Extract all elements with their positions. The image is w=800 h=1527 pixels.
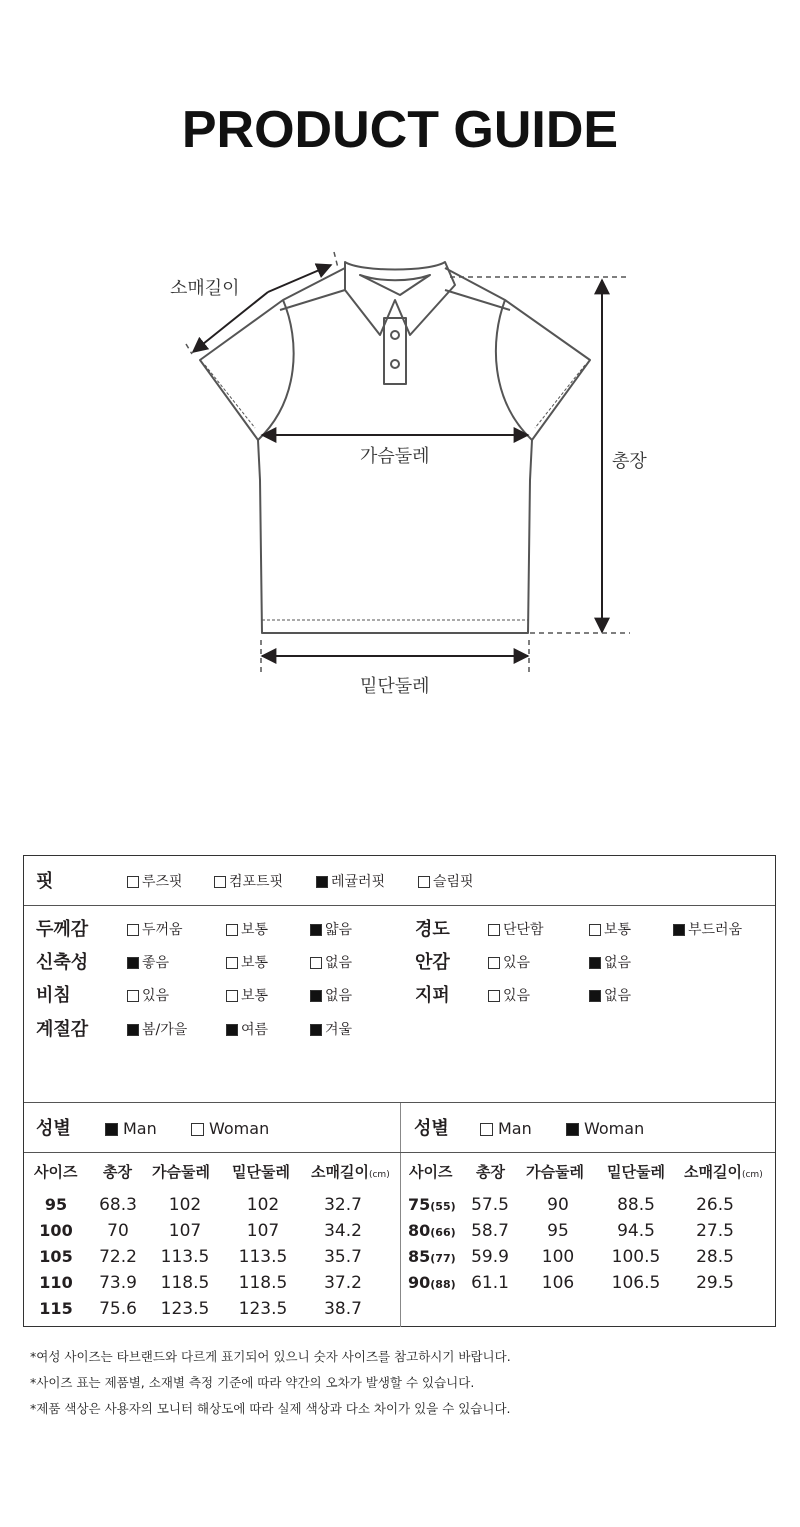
men-column-header: 사이즈	[34, 1163, 78, 1181]
gender-option-label: Woman	[584, 1119, 645, 1138]
men-size-cell: 123.5	[238, 1299, 288, 1319]
unchecked-box-icon	[589, 924, 601, 936]
notes	[30, 1347, 511, 1425]
fit-option	[214, 872, 283, 892]
men-size-cell: 115	[39, 1299, 73, 1318]
option-label: 봄/가을	[142, 1022, 188, 1038]
option-label: 슬림핏	[433, 874, 474, 890]
men-size-cell: 70	[107, 1221, 129, 1241]
attribute-option	[127, 986, 169, 1006]
option-label: 부드러움	[688, 922, 743, 938]
note-2: *사이즈 표는 제품별, 소재별 측정 기준에 따라 약간의 오차가 발생할 수 있습니다.	[30, 1375, 475, 1390]
women-column-header: 총장	[476, 1163, 505, 1181]
women-size-cell: 106	[541, 1273, 575, 1293]
unchecked-box-icon	[127, 876, 139, 888]
option-label: 보통	[241, 988, 269, 1004]
option-label: 루즈핏	[142, 874, 183, 890]
women-column-header: 소매길이(cm)	[684, 1163, 763, 1181]
option-label: 있음	[142, 988, 170, 1004]
attribute-option	[589, 920, 631, 940]
attribute-option	[310, 920, 352, 940]
option-label: 좋음	[142, 955, 170, 971]
men-column-header: 총장	[103, 1163, 132, 1181]
men-size-cell: 32.7	[324, 1195, 362, 1215]
women-size-alt: (55)	[430, 1200, 456, 1213]
attribute-option	[226, 920, 268, 940]
checked-box-icon	[316, 876, 328, 888]
fit-option	[127, 872, 183, 892]
women-size-cell: 106.5	[611, 1273, 661, 1293]
men-size-cell: 95	[44, 1195, 68, 1214]
attribute-option	[488, 986, 530, 1006]
women-size-cell: 100	[541, 1247, 575, 1267]
unchecked-box-icon	[226, 924, 238, 936]
men-column-header: 가슴둘레	[152, 1163, 210, 1181]
unchecked-box-icon	[226, 990, 238, 1002]
unchecked-box-icon	[480, 1123, 493, 1136]
men-size-cell: 73.9	[99, 1273, 137, 1293]
attribute-option	[127, 1020, 187, 1040]
unit-label: (cm)	[368, 1170, 390, 1180]
gender-option	[566, 1119, 644, 1139]
checked-box-icon	[566, 1123, 579, 1136]
option-label: 없음	[604, 955, 632, 971]
attribute-label: 지퍼	[415, 985, 450, 1006]
product-info-table	[23, 855, 776, 1327]
attribute-option	[310, 1020, 352, 1040]
attribute-option	[488, 953, 530, 973]
checked-box-icon	[226, 1024, 238, 1036]
men-gender-label: 성별	[36, 1118, 71, 1139]
collar	[345, 262, 455, 335]
women-size-cell: 100.5	[611, 1247, 661, 1267]
women-column-header: 가슴둘레	[526, 1163, 584, 1181]
unchecked-box-icon	[488, 957, 500, 969]
unchecked-box-icon	[191, 1123, 204, 1136]
men-column-header: 소매길이(cm)	[311, 1163, 390, 1181]
women-size-alt: (66)	[430, 1226, 456, 1239]
women-column-header: 사이즈	[409, 1163, 453, 1181]
women-size-cell: 26.5	[696, 1195, 734, 1215]
option-label: 있음	[503, 955, 531, 971]
women-size-cell: 94.5	[617, 1221, 655, 1241]
women-column-header: 밑단둘레	[607, 1163, 665, 1181]
men-size-cell: 34.2	[324, 1221, 362, 1241]
women-size-cell: 75(55)	[408, 1195, 456, 1214]
option-label: 컴포트핏	[229, 874, 284, 890]
option-label: 없음	[325, 955, 353, 971]
chest-label: 가슴둘레	[360, 446, 430, 467]
women-gender-label: 성별	[414, 1118, 449, 1139]
page-title: PRODUCT GUIDE	[181, 101, 619, 159]
men-size-cell: 102	[246, 1195, 280, 1215]
attribute-option	[127, 920, 183, 940]
women-size-cell: 61.1	[471, 1273, 509, 1293]
unchecked-box-icon	[418, 876, 430, 888]
women-size-cell: 57.5	[471, 1195, 509, 1215]
attribute-option	[310, 986, 352, 1006]
fit-label: 핏	[36, 871, 54, 892]
women-size-cell: 58.7	[471, 1221, 509, 1241]
women-size-cell: 59.9	[471, 1247, 509, 1267]
women-size-cell: 88.5	[617, 1195, 655, 1215]
women-size-cell: 80(66)	[408, 1221, 456, 1240]
checked-box-icon	[105, 1123, 118, 1136]
attribute-label: 경도	[415, 919, 450, 940]
men-size-cell: 113.5	[238, 1247, 288, 1267]
note-3: *제품 색상은 사용자의 모니터 해상도에 따라 실제 색상과 다소 차이가 있을 수 있습니다.	[30, 1401, 511, 1416]
option-label: 겨울	[325, 1022, 353, 1038]
attribute-option	[589, 953, 631, 973]
checked-box-icon	[673, 924, 685, 936]
checked-box-icon	[589, 990, 601, 1002]
men-size-cell: 35.7	[324, 1247, 362, 1267]
women-size-cell: 90	[547, 1195, 569, 1215]
men-size-cell: 113.5	[160, 1247, 210, 1267]
attribute-option	[226, 1020, 268, 1040]
men-size-cell: 110	[39, 1273, 73, 1292]
men-size-cell: 123.5	[160, 1299, 210, 1319]
men-column-header: 밑단둘레	[232, 1163, 290, 1181]
women-size-cell: 28.5	[696, 1247, 734, 1267]
option-label: 두꺼움	[142, 922, 183, 938]
gender-option	[105, 1119, 157, 1139]
men-size-cell: 107	[246, 1221, 280, 1241]
option-label: 보통	[241, 922, 269, 938]
unchecked-box-icon	[127, 990, 139, 1002]
men-size-cell: 100	[39, 1221, 73, 1240]
option-label: 없음	[604, 988, 632, 1004]
option-label: 보통	[604, 922, 632, 938]
unchecked-box-icon	[488, 990, 500, 1002]
women-size-cell: 85(77)	[408, 1247, 456, 1266]
fit-option	[418, 872, 474, 892]
unchecked-box-icon	[226, 957, 238, 969]
men-size-cell: 37.2	[324, 1273, 362, 1293]
checked-box-icon	[127, 957, 139, 969]
attribute-label: 비침	[36, 985, 71, 1006]
shirt-diagram	[0, 230, 800, 710]
women-size-cell: 29.5	[696, 1273, 734, 1293]
men-size-cell: 72.2	[99, 1247, 137, 1267]
gender-option-label: Woman	[209, 1119, 270, 1138]
unit-label: (cm)	[741, 1170, 763, 1180]
length-label: 총장	[612, 451, 647, 472]
option-label: 없음	[325, 988, 353, 1004]
option-label: 얇음	[325, 922, 353, 938]
attribute-label: 두께감	[36, 919, 89, 940]
men-size-cell: 75.6	[99, 1299, 137, 1319]
unchecked-box-icon	[214, 876, 226, 888]
attribute-label: 신축성	[36, 952, 89, 973]
option-label: 여름	[241, 1022, 269, 1038]
women-size-alt: (88)	[430, 1278, 456, 1291]
attribute-option	[226, 953, 268, 973]
men-size-cell: 68.3	[99, 1195, 137, 1215]
attribute-label: 안감	[415, 952, 450, 973]
men-size-cell: 118.5	[238, 1273, 288, 1293]
note-1: *여성 사이즈는 타브랜드와 다르게 표기되어 있으니 숫자 사이즈를 참고하시기 바랍니다.	[30, 1349, 511, 1364]
checked-box-icon	[589, 957, 601, 969]
fit-option	[316, 872, 385, 892]
attribute-option	[310, 953, 352, 973]
option-label: 보통	[241, 955, 269, 971]
checked-box-icon	[127, 1024, 139, 1036]
option-label: 있음	[503, 988, 531, 1004]
unchecked-box-icon	[127, 924, 139, 936]
unchecked-box-icon	[310, 957, 322, 969]
attribute-label: 계절감	[36, 1019, 89, 1040]
option-label: 레귤러핏	[331, 874, 386, 890]
checked-box-icon	[310, 990, 322, 1002]
gender-option	[480, 1119, 532, 1139]
hem-label: 밑단둘레	[360, 676, 430, 697]
gender-option-label: Man	[123, 1119, 157, 1138]
gender-option-label: Man	[498, 1119, 532, 1138]
men-size-cell: 102	[168, 1195, 202, 1215]
men-size-cell: 118.5	[160, 1273, 210, 1293]
women-size-cell: 95	[547, 1221, 569, 1241]
women-size-cell: 90(88)	[408, 1273, 456, 1292]
attribute-option	[488, 920, 544, 940]
sleeve-label: 소매길이	[170, 278, 240, 299]
attribute-option	[673, 920, 742, 940]
men-size-cell: 107	[168, 1221, 202, 1241]
women-size-cell: 27.5	[696, 1221, 734, 1241]
attribute-option	[589, 986, 631, 1006]
checked-box-icon	[310, 924, 322, 936]
unchecked-box-icon	[488, 924, 500, 936]
attribute-option	[127, 953, 169, 973]
men-size-cell: 38.7	[324, 1299, 362, 1319]
women-size-alt: (77)	[430, 1252, 456, 1265]
attribute-option	[226, 986, 268, 1006]
checked-box-icon	[310, 1024, 322, 1036]
gender-option	[191, 1119, 269, 1139]
option-label: 단단함	[503, 922, 544, 938]
men-size-cell: 105	[39, 1247, 73, 1266]
